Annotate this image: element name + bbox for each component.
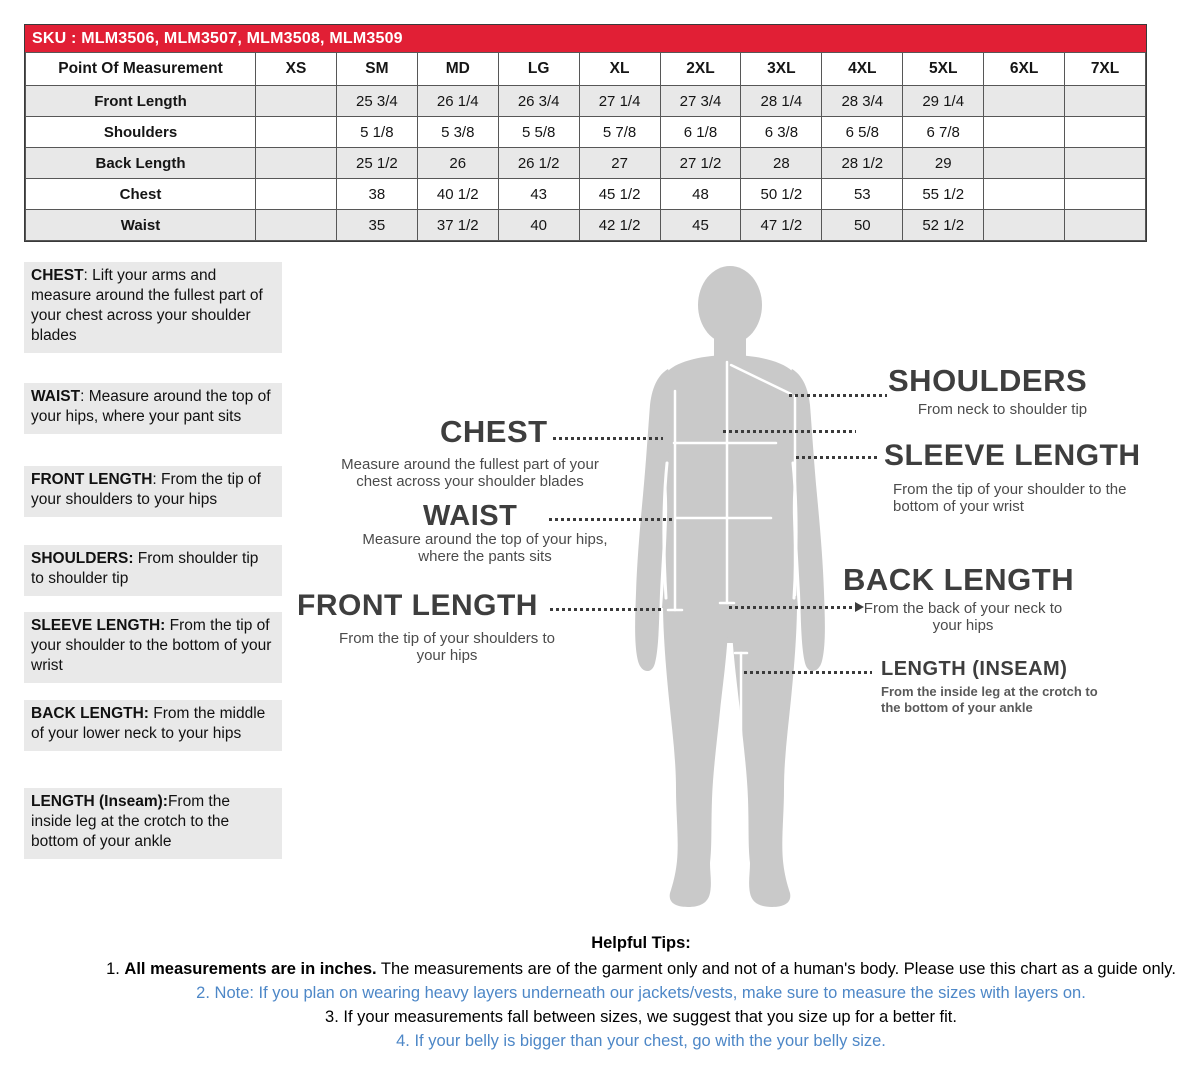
definition-front-length xyxy=(24,466,282,517)
size-value-cell xyxy=(256,86,337,117)
size-row-chest xyxy=(26,179,1146,210)
size-value-cell xyxy=(1065,117,1146,148)
size-value-cell: 5 1/8 xyxy=(336,117,417,148)
helpful-tips-section xyxy=(51,934,1200,1056)
size-value-cell: 55 1/2 xyxy=(903,179,984,210)
size-value-cell: 5 5/8 xyxy=(498,117,579,148)
size-value-cell xyxy=(984,86,1065,117)
size-value-cell: 28 xyxy=(741,148,822,179)
size-value-cell: 50 1/2 xyxy=(741,179,822,210)
row-label: Front Length xyxy=(26,86,256,117)
sleeve-length-leader-line xyxy=(796,456,880,459)
size-table-header-row xyxy=(26,53,1146,86)
chest-diagram-desc: Measure around the fullest part of your chest across your shoulder blades xyxy=(341,456,599,490)
definition-back-length xyxy=(24,700,282,751)
shoulders-leader-line xyxy=(789,394,887,397)
sleeve-length-diagram-desc: From the tip of your shoulder to the bottom of your wrist xyxy=(893,481,1127,515)
size-value-cell: 6 1/8 xyxy=(660,117,741,148)
size-table-section xyxy=(24,24,1147,242)
size-value-cell: 28 1/2 xyxy=(822,148,903,179)
size-value-cell: 27 xyxy=(579,148,660,179)
chest-diagram-title: CHEST xyxy=(440,414,548,449)
size-value-cell: 26 1/2 xyxy=(498,148,579,179)
size-value-cell: 38 xyxy=(336,179,417,210)
size-value-cell: 40 xyxy=(498,210,579,241)
size-value-cell xyxy=(1065,179,1146,210)
size-value-cell: 27 1/2 xyxy=(660,148,741,179)
definition-text: : Lift your arms and measure around the fullest part of your chest across your shoulder blades xyxy=(31,267,263,344)
tip-2: 2. Note: If you plan on wearing heavy layers underneath our jackets/vests, make sure to measure the sizes with layers on. xyxy=(196,984,1086,1002)
size-value-cell: 40 1/2 xyxy=(417,179,498,210)
size-value-cell: 6 5/8 xyxy=(822,117,903,148)
size-value-cell: 5 3/8 xyxy=(417,117,498,148)
size-value-cell: 42 1/2 xyxy=(579,210,660,241)
size-value-cell xyxy=(1065,148,1146,179)
sleeve-length-diagram-title: SLEEVE LENGTH xyxy=(884,439,1141,472)
sku-header: SKU : MLM3506, MLM3507, MLM3508, MLM3509 xyxy=(25,25,1146,52)
size-value-cell: 26 3/4 xyxy=(498,86,579,117)
col-header-xl: XL xyxy=(579,53,660,86)
col-header-point-of-measurement: Point Of Measurement xyxy=(26,53,256,86)
size-value-cell xyxy=(1065,86,1146,117)
row-label: Waist xyxy=(26,210,256,241)
definition-text: From shoulder tip to shoulder tip xyxy=(31,550,259,587)
chest-leader-line-right xyxy=(723,430,856,433)
size-value-cell: 27 3/4 xyxy=(660,86,741,117)
size-value-cell xyxy=(1065,210,1146,241)
body-silhouette xyxy=(630,263,832,913)
definition-term: WAIST xyxy=(31,388,81,405)
definition-term: LENGTH (Inseam): xyxy=(31,793,168,810)
size-value-cell: 53 xyxy=(822,179,903,210)
size-value-cell: 45 xyxy=(660,210,741,241)
inseam-diagram-desc: From the inside leg at the crotch to the bottom of your ankle xyxy=(881,684,1098,715)
size-value-cell: 37 1/2 xyxy=(417,210,498,241)
shoulders-diagram-desc: From neck to shoulder tip xyxy=(917,401,1088,418)
front-length-diagram-title: FRONT LENGTH xyxy=(297,589,538,622)
row-label: Shoulders xyxy=(26,117,256,148)
definition-text: From the middle of your lower neck to your hips xyxy=(31,705,266,742)
definition-term: SLEEVE LENGTH: xyxy=(31,617,166,634)
size-table xyxy=(25,52,1146,241)
definition-text: : Measure around the top of your hips, where your pant sits xyxy=(31,388,271,425)
row-label: Chest xyxy=(26,179,256,210)
tips-list xyxy=(51,960,1200,1050)
col-header-xs: XS xyxy=(256,53,337,86)
back-length-diagram-title: BACK LENGTH xyxy=(843,562,1075,597)
figure-torso xyxy=(659,355,800,608)
tip-1: 1. All measurements are in inches. The measurements are of the garment only and not of a human's body. Please use this chart as a guide only. xyxy=(106,960,1176,978)
inseam-diagram-title: LENGTH (INSEAM) xyxy=(881,658,1068,680)
col-header-7xl: 7XL xyxy=(1065,53,1146,86)
col-header-md: MD xyxy=(417,53,498,86)
col-header-2xl: 2XL xyxy=(660,53,741,86)
definition-chest xyxy=(24,262,282,353)
size-value-cell xyxy=(984,210,1065,241)
figure-left-leg xyxy=(663,603,728,907)
definition-term: FRONT LENGTH xyxy=(31,471,153,488)
size-value-cell: 26 xyxy=(417,148,498,179)
size-value-cell: 43 xyxy=(498,179,579,210)
definition-waist xyxy=(24,383,282,434)
size-value-cell: 27 1/4 xyxy=(579,86,660,117)
definition-text: From the tip of your shoulder to the bottom of your wrist xyxy=(31,617,272,674)
front-length-diagram-desc: From the tip of your shoulders to your hips xyxy=(339,630,555,664)
size-value-cell: 6 7/8 xyxy=(903,117,984,148)
size-value-cell xyxy=(256,210,337,241)
size-value-cell: 35 xyxy=(336,210,417,241)
size-value-cell: 5 7/8 xyxy=(579,117,660,148)
col-header-sm: SM xyxy=(336,53,417,86)
size-row-waist xyxy=(26,210,1146,241)
col-header-4xl: 4XL xyxy=(822,53,903,86)
size-value-cell: 48 xyxy=(660,179,741,210)
waist-diagram-desc: Measure around the top of your hips, where the pants sits xyxy=(362,531,608,565)
size-row-shoulders xyxy=(26,117,1146,148)
definition-length-inseam xyxy=(24,788,282,859)
definition-sleeve-length xyxy=(24,612,282,683)
size-value-cell: 26 1/4 xyxy=(417,86,498,117)
size-value-cell: 25 3/4 xyxy=(336,86,417,117)
size-value-cell xyxy=(984,148,1065,179)
col-header-3xl: 3XL xyxy=(741,53,822,86)
definition-text: : From the tip of your shoulders to your hips xyxy=(31,471,261,508)
definition-shoulders xyxy=(24,545,282,596)
size-value-cell: 29 xyxy=(903,148,984,179)
row-label: Back Length xyxy=(26,148,256,179)
front-length-leader-line xyxy=(550,608,662,611)
size-value-cell: 47 1/2 xyxy=(741,210,822,241)
definition-term: SHOULDERS: xyxy=(31,550,134,567)
definition-term: BACK LENGTH: xyxy=(31,705,149,722)
size-row-front-length xyxy=(26,86,1146,117)
definition-text: From the inside leg at the crotch to the bottom of your ankle xyxy=(31,793,230,850)
size-value-cell xyxy=(256,148,337,179)
col-header-5xl: 5XL xyxy=(903,53,984,86)
size-value-cell xyxy=(256,179,337,210)
tips-heading: Helpful Tips: xyxy=(591,934,691,952)
col-header-6xl: 6XL xyxy=(984,53,1065,86)
size-value-cell: 28 3/4 xyxy=(822,86,903,117)
back-length-diagram-desc: From the back of your neck to your hips xyxy=(863,600,1063,634)
back-length-leader-line xyxy=(729,606,855,609)
size-value-cell xyxy=(256,117,337,148)
inseam-leader-line xyxy=(744,671,872,674)
size-value-cell: 50 xyxy=(822,210,903,241)
size-value-cell xyxy=(984,117,1065,148)
waist-leader-line xyxy=(549,518,675,521)
waist-diagram-title: WAIST xyxy=(423,500,518,532)
size-value-cell: 25 1/2 xyxy=(336,148,417,179)
size-row-back-length xyxy=(26,148,1146,179)
col-header-lg: LG xyxy=(498,53,579,86)
size-value-cell: 45 1/2 xyxy=(579,179,660,210)
size-value-cell: 28 1/4 xyxy=(741,86,822,117)
size-value-cell: 52 1/2 xyxy=(903,210,984,241)
tip-3: 3. If your measurements fall between sizes, we suggest that you size up for a better fit. xyxy=(325,1008,957,1026)
size-value-cell: 6 3/8 xyxy=(741,117,822,148)
tip-4: 4. If your belly is bigger than your chest, go with the your belly size. xyxy=(396,1032,886,1050)
chest-leader-line xyxy=(553,437,663,440)
shoulders-diagram-title: SHOULDERS xyxy=(888,363,1088,398)
size-value-cell: 29 1/4 xyxy=(903,86,984,117)
definition-term: CHEST xyxy=(31,267,84,284)
size-value-cell xyxy=(984,179,1065,210)
